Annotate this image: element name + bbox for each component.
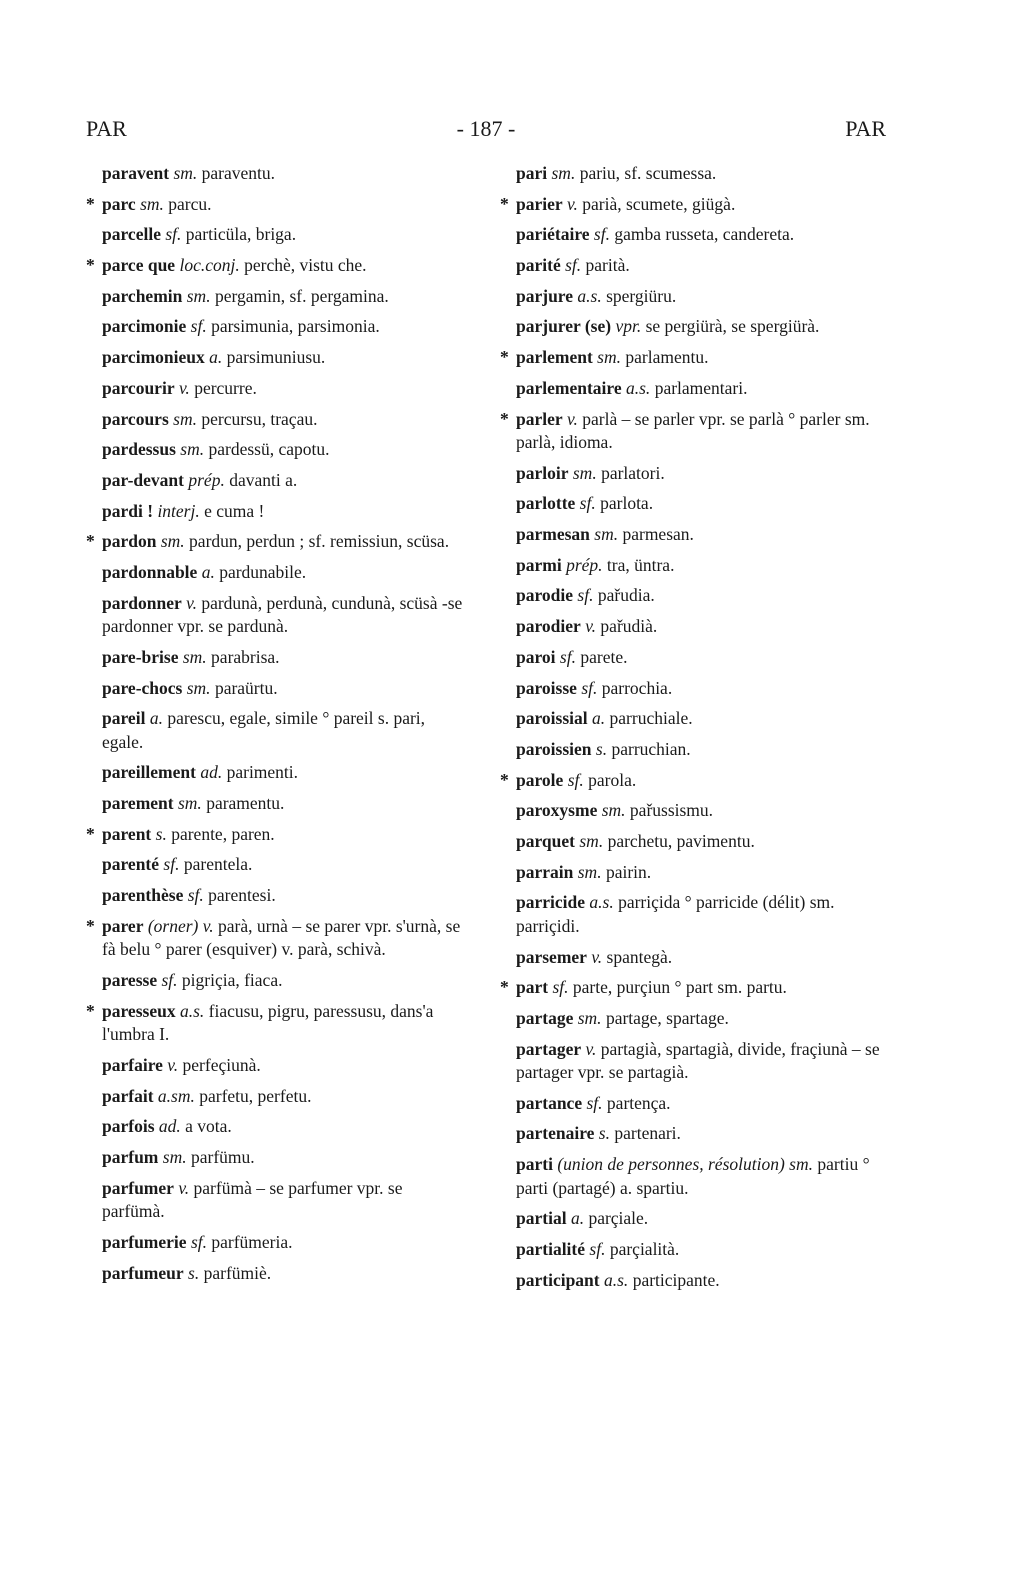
dictionary-entry bbox=[500, 408, 882, 455]
dictionary-entry bbox=[86, 915, 468, 962]
dictionary-entry bbox=[86, 162, 468, 186]
headword: parti bbox=[516, 1154, 553, 1175]
dictionary-entry bbox=[500, 315, 882, 339]
dictionary-entry bbox=[86, 315, 468, 339]
dictionary-entry bbox=[86, 377, 468, 401]
grammar-label: vpr. bbox=[615, 316, 642, 337]
definition: parlà – se parler vpr. se parlà ° parler sm. parlà, idioma. bbox=[516, 408, 870, 452]
definition: parte, purçiun ° part sm. partu. bbox=[572, 977, 787, 998]
grammar-label: sf. bbox=[559, 646, 576, 667]
grammar-label: a. bbox=[570, 1208, 585, 1229]
headword: parlement bbox=[516, 347, 593, 368]
headword: paroissial bbox=[516, 708, 588, 729]
definition: e cuma ! bbox=[204, 500, 265, 521]
grammar-label: v. bbox=[585, 616, 597, 637]
definition: partage, spartage. bbox=[605, 1007, 729, 1028]
grammar-label: ad. bbox=[200, 762, 223, 783]
headword: parement bbox=[102, 793, 174, 814]
dictionary-entry bbox=[86, 346, 468, 370]
definition: parruchiale. bbox=[609, 708, 693, 729]
definition: perfeçiunà. bbox=[182, 1054, 261, 1075]
headword: par-devant bbox=[102, 469, 184, 490]
page-number: - 187 - bbox=[456, 116, 516, 141]
asterisk-marker: * bbox=[500, 193, 509, 214]
grammar-label: v. bbox=[591, 946, 603, 967]
definition: pardunabile. bbox=[219, 561, 307, 582]
grammar-label: sm. bbox=[182, 646, 207, 667]
grammar-label: a. bbox=[201, 561, 215, 582]
definition: parià, scumete, giügà. bbox=[582, 193, 736, 214]
definition: parmesan. bbox=[622, 524, 694, 545]
dictionary-entry bbox=[500, 193, 882, 217]
grammar-label: a. bbox=[149, 708, 163, 729]
headword: parricide bbox=[516, 892, 586, 913]
dictionary-entry bbox=[86, 500, 468, 524]
definition: tra, üntra. bbox=[606, 554, 675, 575]
headword: parjurer (se) bbox=[516, 316, 612, 337]
definition: pařussismu. bbox=[629, 800, 714, 821]
dictionary-entry bbox=[86, 1146, 468, 1170]
headword: partage bbox=[516, 1007, 574, 1028]
dictionary-entry bbox=[500, 377, 882, 401]
headword: parler bbox=[516, 408, 563, 429]
grammar-label: v. bbox=[585, 1038, 597, 1059]
headword: parfumeur bbox=[102, 1262, 184, 1283]
headword: pareillement bbox=[102, 762, 196, 783]
dictionary-entry bbox=[86, 285, 468, 309]
dictionary-entry bbox=[86, 707, 468, 754]
dictionary-entry bbox=[86, 592, 468, 639]
definition: parsimuniusu. bbox=[226, 347, 326, 368]
definition: percursu, traçau. bbox=[201, 408, 318, 429]
headword: parjure bbox=[516, 285, 574, 306]
grammar-label: sm. bbox=[160, 531, 185, 552]
dictionary-entry bbox=[500, 285, 882, 309]
dictionary-entry bbox=[86, 223, 468, 247]
dictionary-entry bbox=[500, 769, 882, 793]
headword: parlementaire bbox=[516, 377, 622, 398]
dictionary-entry bbox=[86, 1085, 468, 1109]
grammar-label: sm. bbox=[173, 163, 198, 183]
grammar-label: sf. bbox=[565, 255, 582, 276]
definition: parçialità. bbox=[609, 1239, 680, 1259]
definition: paraürtu. bbox=[214, 677, 278, 698]
definition: parcu. bbox=[168, 193, 212, 214]
grammar-label: sf. bbox=[589, 1239, 606, 1259]
headword: parrain bbox=[516, 861, 574, 882]
grammar-label: a.s. bbox=[179, 1000, 205, 1021]
grammar-label: sm. bbox=[173, 408, 197, 429]
dictionary-entry bbox=[86, 1262, 468, 1286]
grammar-label: sm. bbox=[572, 462, 597, 483]
grammar-label: sm. bbox=[594, 524, 619, 545]
page-header bbox=[86, 116, 886, 146]
dictionary-entry bbox=[500, 615, 882, 639]
headword: parfois bbox=[102, 1116, 155, 1137]
definition: parlota. bbox=[600, 493, 654, 514]
headword: participant bbox=[516, 1269, 600, 1290]
dictionary-entry bbox=[86, 193, 468, 217]
headword: partialité bbox=[516, 1239, 586, 1259]
definition: parlatori. bbox=[601, 462, 665, 483]
definition: parfümà – se parfumer vpr. se parfümà. bbox=[102, 1177, 403, 1222]
asterisk-marker: * bbox=[500, 408, 509, 429]
headword: parc bbox=[102, 193, 136, 214]
definition: pergamin, sf. pergamina. bbox=[214, 285, 389, 306]
dictionary-column-right bbox=[500, 162, 882, 1299]
grammar-label: sm. bbox=[577, 1007, 602, 1028]
headword: pardon bbox=[102, 531, 157, 552]
definition: parlamentari. bbox=[654, 377, 748, 398]
dictionary-entry bbox=[500, 799, 882, 823]
headword: parfumer bbox=[102, 1177, 174, 1198]
grammar-label: s. bbox=[598, 1123, 610, 1144]
dictionary-entry bbox=[500, 492, 882, 516]
definition: parsimunia, parsimonia. bbox=[211, 316, 380, 337]
grammar-label: v. bbox=[567, 408, 578, 429]
headword: parer bbox=[102, 915, 144, 936]
headword: paresseux bbox=[102, 1000, 176, 1021]
grammar-label: a. bbox=[209, 347, 223, 368]
headword: pari bbox=[516, 163, 548, 183]
definition: parente, paren. bbox=[171, 823, 275, 844]
grammar-label: a.s. bbox=[589, 892, 614, 913]
dictionary-entry bbox=[86, 561, 468, 585]
grammar-label: sf. bbox=[581, 677, 598, 698]
headword: pardi ! bbox=[102, 500, 154, 521]
definition: parfetu, perfetu. bbox=[199, 1085, 312, 1106]
definition: parfümeria. bbox=[211, 1231, 293, 1252]
definition: partiu ° parti (partagé) a. spartiu. bbox=[516, 1154, 870, 1198]
headword: parfum bbox=[102, 1146, 159, 1167]
definition: a vota. bbox=[185, 1116, 232, 1137]
grammar-label: sf. bbox=[586, 1092, 603, 1113]
asterisk-marker: * bbox=[86, 193, 95, 214]
grammar-label: (union de personnes, résolution) sm. bbox=[557, 1154, 814, 1175]
dictionary-entry bbox=[86, 1177, 468, 1224]
headword: paroxysme bbox=[516, 800, 598, 821]
definition: parabrisa. bbox=[211, 646, 280, 667]
headword: pardonnable bbox=[102, 561, 198, 582]
dictionary-entry bbox=[86, 761, 468, 785]
grammar-label: v. bbox=[178, 377, 190, 398]
grammar-label: sm. bbox=[180, 439, 205, 460]
grammar-label: sf. bbox=[593, 224, 610, 245]
dictionary-entry bbox=[500, 223, 882, 247]
grammar-label: loc.conj. bbox=[179, 255, 240, 276]
grammar-label: ad. bbox=[158, 1116, 181, 1137]
headword: parchemin bbox=[102, 285, 183, 306]
headword: parenté bbox=[102, 854, 160, 875]
definition: spergiüru. bbox=[606, 285, 677, 306]
headword: parenthèse bbox=[102, 885, 184, 906]
headword: pardessus bbox=[102, 439, 176, 460]
grammar-label: a.sm. bbox=[157, 1085, 195, 1106]
grammar-label: v. bbox=[186, 592, 197, 613]
grammar-label: a.s. bbox=[626, 377, 651, 398]
headword: parodie bbox=[516, 585, 574, 606]
headword: parcours bbox=[102, 408, 169, 429]
grammar-label: s. bbox=[155, 823, 167, 844]
dictionary-entry bbox=[500, 646, 882, 670]
headword: parcelle bbox=[102, 224, 161, 245]
dictionary-entry bbox=[86, 823, 468, 847]
definition: parola. bbox=[588, 769, 637, 790]
grammar-label: sf. bbox=[165, 224, 182, 245]
definition: parriçida ° parricide (délit) sm. parriçidi. bbox=[516, 892, 835, 936]
headword: pardonner bbox=[102, 592, 182, 613]
asterisk-marker: * bbox=[86, 915, 95, 936]
grammar-label: a. bbox=[592, 708, 606, 729]
definition: parfümu. bbox=[190, 1146, 255, 1167]
grammar-label: sf. bbox=[163, 854, 180, 875]
asterisk-marker: * bbox=[500, 977, 509, 998]
dictionary-entry bbox=[86, 530, 468, 554]
grammar-label: sm. bbox=[140, 193, 164, 214]
headword: paroissien bbox=[516, 738, 592, 759]
headword: partager bbox=[516, 1038, 582, 1059]
dictionary-entry bbox=[500, 523, 882, 547]
definition: parruchian. bbox=[611, 738, 691, 759]
definition: pardunà, perdunà, cundunà, scüsà -se pardonner vpr. se pardunà. bbox=[102, 592, 463, 637]
dictionary-entry bbox=[500, 462, 882, 486]
dictionary-entry bbox=[86, 469, 468, 493]
dictionary-entry bbox=[500, 1269, 882, 1293]
grammar-label: v. bbox=[567, 193, 578, 214]
dictionary-entry bbox=[86, 792, 468, 816]
definition: se pergiürà, se spergiürà. bbox=[645, 316, 820, 337]
headword: parodier bbox=[516, 616, 581, 637]
headword: parfumerie bbox=[102, 1231, 187, 1252]
asterisk-marker: * bbox=[86, 823, 95, 844]
definition: parità. bbox=[585, 255, 630, 276]
grammar-label: sf. bbox=[567, 769, 584, 790]
headword: paravent bbox=[102, 163, 170, 183]
dictionary-entry bbox=[500, 830, 882, 854]
headword: partance bbox=[516, 1092, 583, 1113]
grammar-label: sm. bbox=[186, 677, 211, 698]
dictionary-entry bbox=[86, 1231, 468, 1255]
grammar-label: sf. bbox=[161, 970, 178, 990]
dictionary-entry bbox=[500, 891, 882, 938]
definition: parchetu, pavimentu. bbox=[607, 830, 755, 851]
grammar-label: sf. bbox=[577, 585, 594, 606]
definition: spantegà. bbox=[606, 946, 673, 967]
running-head-left: PAR bbox=[86, 116, 127, 141]
headword: paroi bbox=[516, 646, 556, 667]
headword: parfaire bbox=[102, 1054, 163, 1075]
headword: parloir bbox=[516, 462, 569, 483]
grammar-label: v. bbox=[167, 1054, 179, 1075]
dictionary-entry bbox=[500, 162, 882, 186]
definition: fiacusu, pigru, paressusu, dans'a l'umbra I. bbox=[102, 1000, 434, 1045]
grammar-label: a.s. bbox=[577, 285, 602, 306]
definition: partença. bbox=[606, 1092, 671, 1113]
dictionary-entry bbox=[86, 438, 468, 462]
grammar-label: sm. bbox=[551, 163, 576, 183]
headword: pareil bbox=[102, 708, 146, 729]
definition: paramentu. bbox=[206, 793, 285, 814]
grammar-label: prép. bbox=[566, 554, 603, 575]
grammar-label: sf. bbox=[552, 977, 569, 998]
dictionary-entry bbox=[500, 1153, 882, 1200]
dictionary-entry bbox=[500, 1207, 882, 1231]
definition: parescu, egale, simile ° pareil s. pari, egale. bbox=[102, 708, 426, 752]
grammar-label: a.s. bbox=[604, 1269, 629, 1290]
grammar-label: s. bbox=[595, 738, 608, 759]
grammar-label: sm. bbox=[186, 285, 211, 306]
definition: parentela. bbox=[183, 854, 253, 875]
asterisk-marker: * bbox=[86, 531, 95, 552]
definition: partagià, spartagià, divide, fraçiunà – se partager vpr. se partagià. bbox=[516, 1038, 880, 1083]
dictionary-entry bbox=[86, 884, 468, 908]
headword: parsemer bbox=[516, 946, 587, 967]
grammar-label: sm. bbox=[162, 1146, 187, 1167]
dictionary-entry bbox=[500, 1238, 882, 1262]
grammar-label: interj. bbox=[157, 500, 200, 521]
dictionary-entry bbox=[86, 1000, 468, 1047]
headword: paroisse bbox=[516, 677, 577, 698]
headword: parlotte bbox=[516, 493, 576, 514]
asterisk-marker: * bbox=[86, 255, 95, 276]
grammar-label: sm. bbox=[601, 800, 626, 821]
definition: parfümiè. bbox=[203, 1262, 272, 1283]
headword: pare-chocs bbox=[102, 677, 183, 698]
headword: parcourir bbox=[102, 377, 175, 398]
dictionary-entry bbox=[86, 1115, 468, 1139]
headword: parmesan bbox=[516, 524, 590, 545]
headword: partenaire bbox=[516, 1123, 595, 1144]
asterisk-marker: * bbox=[500, 347, 509, 368]
definition: parçiale. bbox=[588, 1208, 649, 1229]
definition: paraventu. bbox=[201, 163, 276, 183]
asterisk-marker: * bbox=[500, 769, 509, 790]
grammar-label: sf. bbox=[190, 1231, 207, 1252]
dictionary-entry bbox=[500, 1092, 882, 1116]
headword: pare-brise bbox=[102, 646, 179, 667]
dictionary-entry bbox=[500, 1007, 882, 1031]
grammar-label: sm. bbox=[579, 830, 604, 851]
definition: partenari. bbox=[614, 1123, 681, 1144]
dictionary-column-left bbox=[86, 162, 468, 1292]
headword: parent bbox=[102, 823, 152, 844]
dictionary-entry bbox=[500, 738, 882, 762]
definition: pardessü, capotu. bbox=[208, 439, 330, 460]
headword: parole bbox=[516, 769, 564, 790]
grammar-label: s. bbox=[188, 1262, 200, 1283]
dictionary-entry bbox=[86, 969, 468, 993]
grammar-label: (orner) v. bbox=[147, 915, 214, 936]
definition: particüla, briga. bbox=[185, 224, 297, 245]
headword: parquet bbox=[516, 830, 575, 851]
headword: parcimonie bbox=[102, 316, 187, 337]
dictionary-entry bbox=[86, 254, 468, 278]
grammar-label: sm. bbox=[177, 793, 202, 814]
dictionary-entry bbox=[500, 976, 882, 1000]
dictionary-entry bbox=[86, 646, 468, 670]
grammar-label: sm. bbox=[597, 347, 621, 368]
definition: pairin. bbox=[605, 861, 652, 882]
definition: davanti a. bbox=[229, 469, 298, 490]
grammar-label: sm. bbox=[577, 861, 602, 882]
grammar-label: sf. bbox=[187, 885, 204, 906]
definition: pařudia. bbox=[597, 585, 655, 606]
headword: pariétaire bbox=[516, 224, 590, 245]
grammar-label: prép. bbox=[188, 469, 225, 490]
dictionary-entry bbox=[500, 1038, 882, 1085]
definition: parentesi. bbox=[208, 885, 276, 906]
definition: parrochia. bbox=[601, 677, 673, 698]
definition: parimenti. bbox=[226, 762, 299, 783]
dictionary-entry bbox=[500, 707, 882, 731]
headword: parfait bbox=[102, 1085, 154, 1106]
definition: pigriçia, fiaca. bbox=[181, 970, 283, 990]
dictionary-entry bbox=[500, 1122, 882, 1146]
definition: percurre. bbox=[194, 377, 257, 398]
definition: pardun, perdun ; sf. remissiun, scüsa. bbox=[189, 531, 450, 552]
definition: participante. bbox=[632, 1269, 720, 1290]
dictionary-entry bbox=[500, 346, 882, 370]
definition: gamba russeta, canderеta. bbox=[614, 224, 795, 245]
definition: parete. bbox=[580, 646, 628, 667]
definition: pariu, sf. scumessa. bbox=[579, 163, 717, 183]
headword: parmi bbox=[516, 554, 562, 575]
definition: perchè, vistu che. bbox=[244, 255, 367, 276]
definition: parlamentu. bbox=[625, 347, 709, 368]
dictionary-entry bbox=[500, 677, 882, 701]
dictionary-entry bbox=[86, 853, 468, 877]
headword: paresse bbox=[102, 970, 158, 990]
headword: parité bbox=[516, 255, 561, 276]
dictionary-entry bbox=[500, 861, 882, 885]
headword: parce que bbox=[102, 255, 176, 276]
grammar-label: v. bbox=[178, 1177, 190, 1198]
running-head-right: PAR bbox=[845, 116, 886, 141]
dictionary-entry bbox=[500, 584, 882, 608]
grammar-label: sf. bbox=[579, 493, 596, 514]
dictionary-entry bbox=[86, 1054, 468, 1078]
dictionary-entry bbox=[86, 408, 468, 432]
headword: parcimonieux bbox=[102, 347, 205, 368]
headword: parier bbox=[516, 193, 563, 214]
dictionary-entry bbox=[500, 946, 882, 970]
definition: parà, urnà – se parer vpr. s'urnà, se fà belu ° parer (esquiver) v. parà, schivà. bbox=[102, 915, 461, 960]
dictionary-entry bbox=[86, 677, 468, 701]
grammar-label: sf. bbox=[190, 316, 207, 337]
dictionary-entry bbox=[500, 554, 882, 578]
asterisk-marker: * bbox=[86, 1000, 95, 1021]
headword: part bbox=[516, 977, 549, 998]
headword: partial bbox=[516, 1208, 567, 1229]
definition: pařudià. bbox=[600, 616, 658, 637]
dictionary-entry bbox=[500, 254, 882, 278]
